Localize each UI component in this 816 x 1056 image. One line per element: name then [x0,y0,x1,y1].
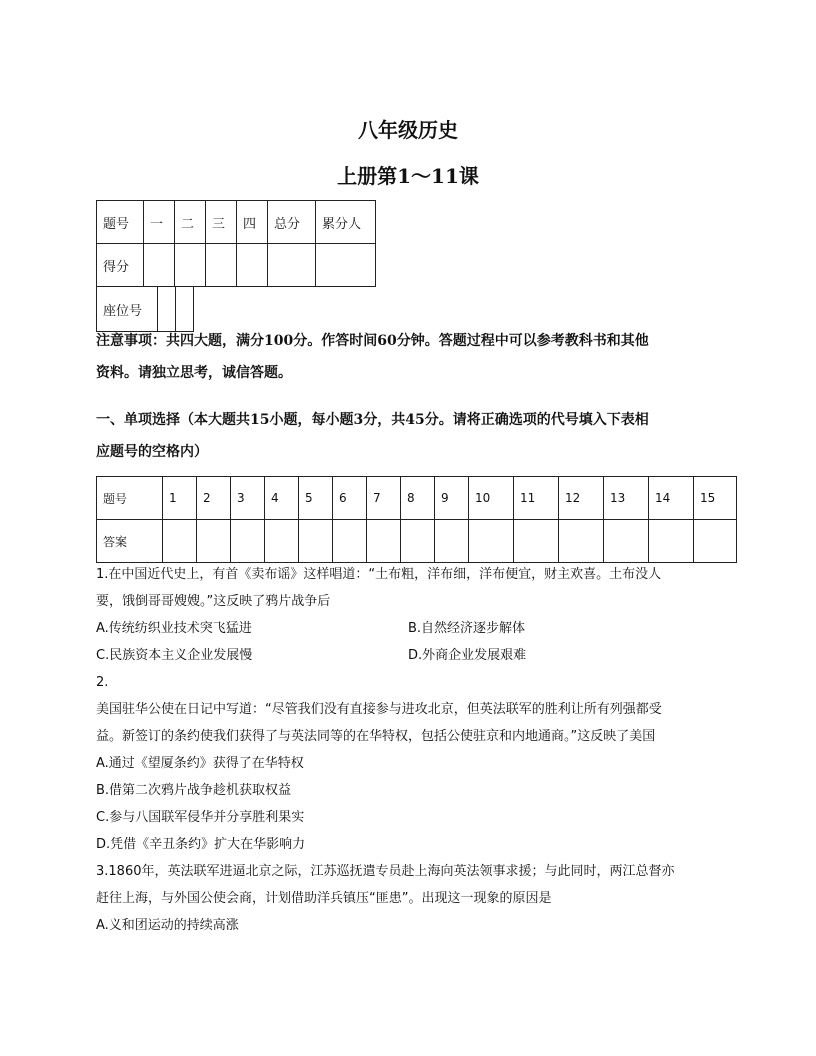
question-number-cell: 9 [435,477,469,520]
question-1-option-a: A.传统纺织业技术突飞猛进 [96,621,252,636]
answer-cell[interactable] [435,520,469,563]
question-number-cell: 2 [197,477,231,520]
score-header-cell: 累分人 [316,201,376,244]
score-header-cell: 四 [237,201,268,244]
question-2-option-b: B.借第二次鸦片战争趁机获取权益 [96,783,292,798]
score-header-cell: 一 [144,201,175,244]
answer-cell[interactable] [367,520,401,563]
answer-cell[interactable] [559,520,604,563]
question-number-cell: 3 [231,477,265,520]
question-number-cell: 11 [514,477,559,520]
answer-cell[interactable] [604,520,649,563]
question-3-stem-line-1: 3.1860年，英法联军进逼北京之际，江苏巡抚遣专员赴上海向英法领事求援；与此同时，两江总督亦 [96,864,675,879]
score-row [97,244,376,287]
question-number-cell: 6 [333,477,367,520]
answer-cell[interactable] [469,520,514,563]
score-cell[interactable] [316,244,376,287]
answer-row [97,520,737,563]
answer-cell[interactable] [401,520,435,563]
section-heading-line-2: 应题号的空格内） [96,444,208,460]
notice-line-1: 注意事项：共四大题，满分100分。作答时间60分钟。答题过程中可以参考教科书和其他 [96,333,649,349]
question-2-stem-line-1: 美国驻华公使在日记中写道：“尽管我们没有直接参与进攻北京，但英法联军的胜利让所有列强都受 [96,702,662,717]
answer-cell[interactable] [514,520,559,563]
score-header-cell: 题号 [97,201,144,244]
score-header-cell: 二 [175,201,206,244]
question-2-number: 2. [96,675,109,690]
question-3-option-a: A.义和团运动的持续高涨 [96,918,239,933]
question-2-option-c: C.参与八国联军侵华并分享胜利果实 [96,810,305,825]
score-table [96,200,376,287]
answer-number-row [97,477,737,520]
answer-table [96,476,737,563]
score-cell[interactable] [268,244,316,287]
notice-line-2: 资料。请独立思考，诚信答题。 [96,365,292,381]
question-1-option-d: D.外商企业发展艰难 [408,648,527,663]
question-2-option-a: A.通过《望厦条约》获得了在华特权 [96,756,304,771]
score-header-row [97,201,376,244]
answer-cell[interactable] [649,520,694,563]
answer-cell[interactable] [163,520,197,563]
score-cell[interactable] [175,244,206,287]
score-cell[interactable] [237,244,268,287]
question-number-cell: 1 [163,477,197,520]
answer-row-label: 题号 [97,477,163,520]
score-row-label: 得分 [97,244,144,287]
score-header-cell: 三 [206,201,237,244]
score-cell[interactable] [206,244,237,287]
section-heading-line-1: 一、单项选择（本大题共15小题，每小题3分，共45分。请将正确选项的代号填入下表相 [96,412,649,428]
question-number-cell: 7 [367,477,401,520]
question-1-stem-line-1: 1.在中国近代史上，有首《卖布谣》这样唱道：“土布粗，洋布细，洋布便宜，财主欢喜。土布没人 [96,567,662,582]
question-number-cell: 13 [604,477,649,520]
answer-cell[interactable] [333,520,367,563]
question-1-option-c: C.民族资本主义企业发展慢 [96,648,253,663]
question-number-cell: 15 [694,477,737,520]
answer-cell[interactable] [265,520,299,563]
answer-row-label: 答案 [97,520,163,563]
question-3-stem-line-2: 赶往上海，与外国公使会商，计划借助洋兵镇压“匪患”。出现这一现象的原因是 [96,891,552,906]
question-number-cell: 12 [559,477,604,520]
answer-cell[interactable] [299,520,333,563]
answer-cell[interactable] [694,520,737,563]
question-2-stem-line-2: 益。新签订的条约使我们获得了与英法同等的在华特权，包括公使驻京和内地通商。”这反映了美国 [96,729,656,744]
question-number-cell: 8 [401,477,435,520]
answer-cell[interactable] [197,520,231,563]
score-cell[interactable] [144,244,175,287]
question-number-cell: 4 [265,477,299,520]
question-1-stem-line-2: 要，饿倒哥哥嫂嫂。”这反映了鸦片战争后 [96,594,331,609]
score-header-cell: 总分 [268,201,316,244]
question-1-option-b: B.自然经济逐步解体 [408,621,526,636]
answer-cell[interactable] [231,520,265,563]
seat-label: 座位号 [97,287,158,332]
question-number-cell: 14 [649,477,694,520]
question-number-cell: 5 [299,477,333,520]
page-subtitle: 上册第1～11课 [337,164,479,188]
page-title: 八年级历史 [358,118,458,142]
question-number-cell: 10 [469,477,514,520]
question-2-option-d: D.凭借《辛丑条约》扩大在华影响力 [96,837,306,852]
